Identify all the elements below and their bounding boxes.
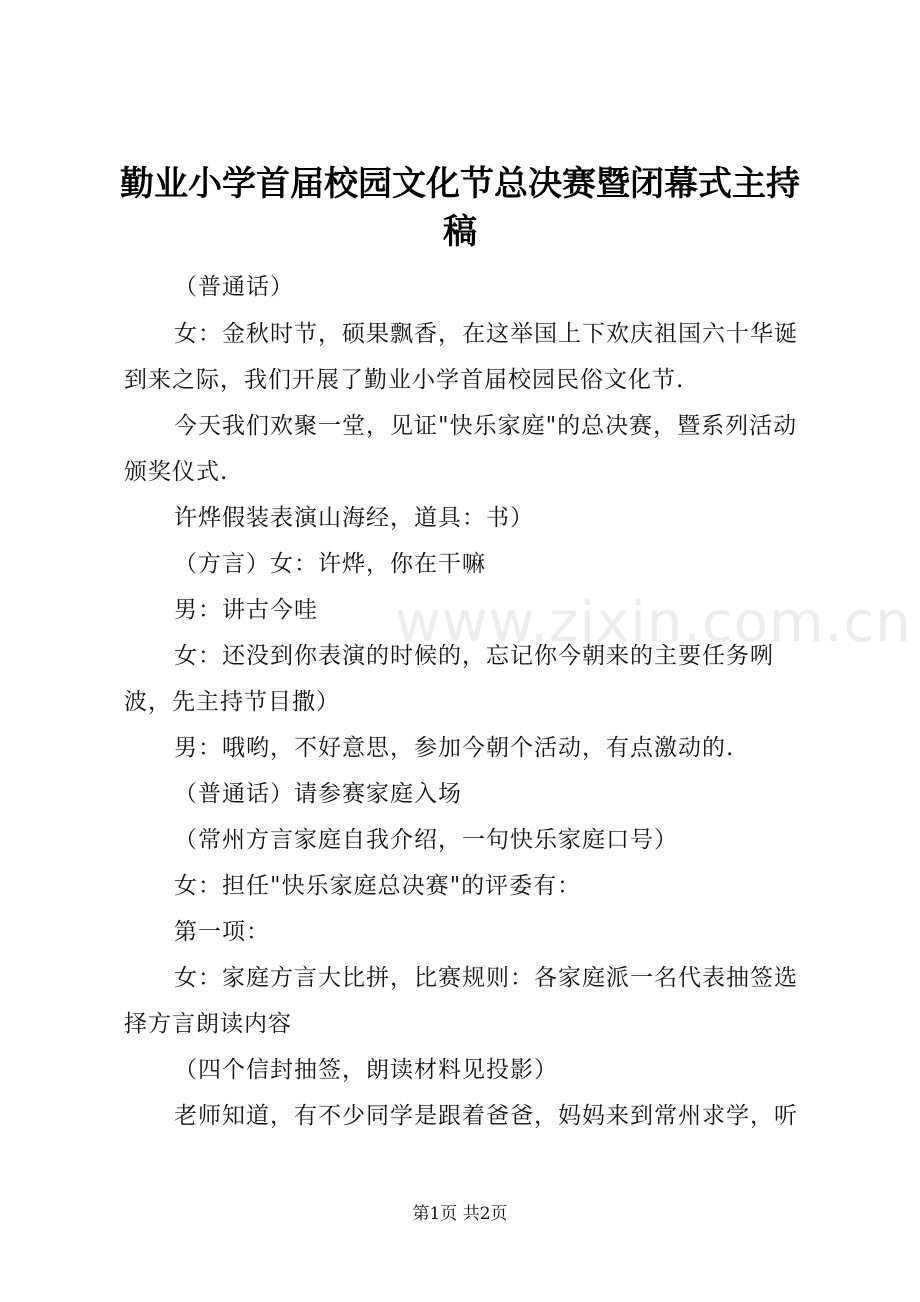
paragraph-5: （方言）女：许烨，你在干嘛 bbox=[174, 551, 486, 577]
document-title: 勤业小学首届校园文化节总决赛暨闭幕式主持稿 bbox=[120, 164, 800, 252]
paragraph-14: （四个信封抽签，朗读材料见投影） bbox=[174, 1057, 558, 1083]
paragraph-12: 第一项： bbox=[174, 919, 270, 945]
paragraph-13: 女：家庭方言大比拼，比赛规则：各家庭派一名代表抽签选择方言朗读内容 bbox=[124, 965, 798, 1037]
paragraph-15: 老师知道，有不少同学是跟着爸爸，妈妈来到常州求学，听 bbox=[174, 1103, 798, 1129]
paragraph-9: （普通话）请参赛家庭入场 bbox=[174, 781, 462, 807]
paragraph-10: （常州方言家庭自我介绍，一句快乐家庭口号） bbox=[174, 827, 678, 853]
paragraph-2: 女：金秋时节，硕果飘香，在这举国上下欢庆祖国六十华诞到来之际，我们开展了勤业小学首届校园民俗文化节. bbox=[124, 321, 798, 393]
paragraph-3: 今天我们欢聚一堂，见证"快乐家庭"的总决赛，暨系列活动颁奖仪式. bbox=[124, 413, 798, 485]
paragraph-8: 男：哦哟，不好意思，参加今朝个活动，有点激动的. bbox=[174, 735, 735, 761]
paragraph-6: 男：讲古今哇 bbox=[174, 597, 318, 623]
paragraph-7: 女：还没到你表演的时候的，忘记你今朝来的主要任务咧波，先主持节目撒） bbox=[124, 643, 774, 715]
paragraph-11: 女：担任"快乐家庭总决赛"的评委有： bbox=[174, 873, 582, 899]
watermark: www.zixin.com.cn bbox=[395, 590, 912, 655]
paragraph-4: 许烨假装表演山海经，道具：书） bbox=[174, 505, 534, 531]
page-footer: 第1页 共2页 bbox=[412, 1204, 508, 1224]
paragraph-1: （普通话） bbox=[174, 274, 294, 300]
